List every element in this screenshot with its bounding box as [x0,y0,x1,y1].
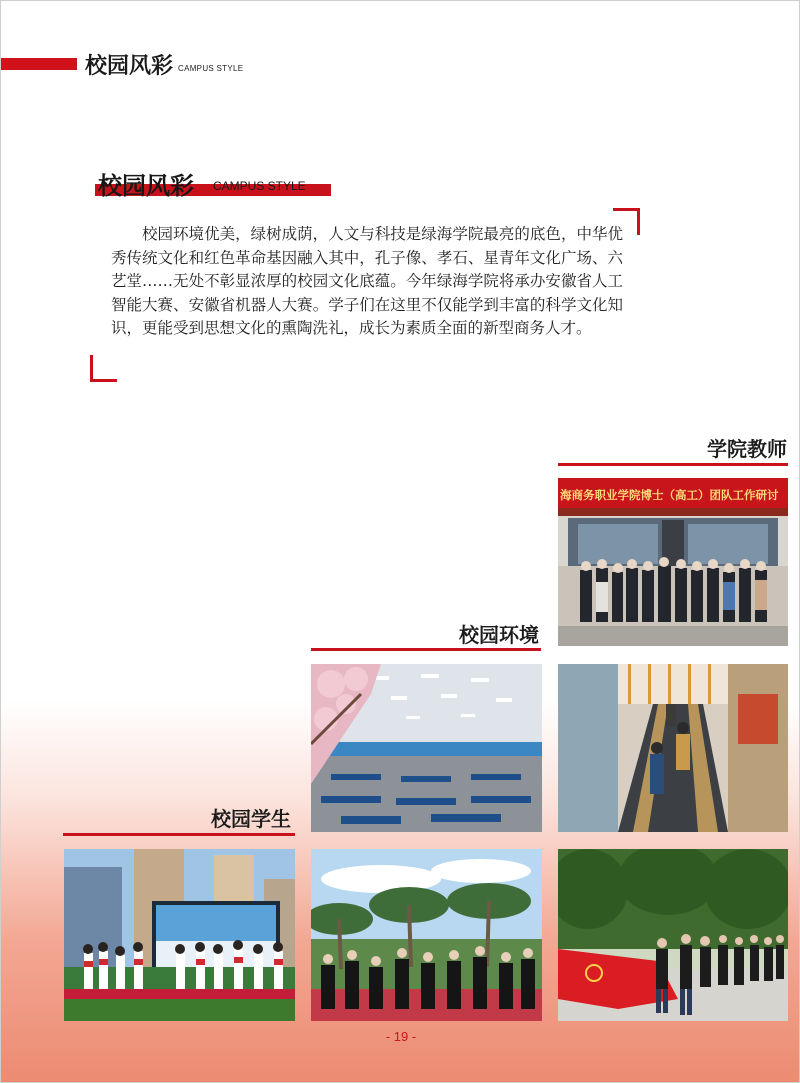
caption-environment: 校园环境 [459,623,539,647]
section-title: 校园风彩 [98,172,194,200]
header-subtitle: CAMPUS STYLE [178,64,244,73]
caption-teachers: 学院教师 [707,437,787,461]
photo-students-flag-march [558,849,788,1021]
caption-teachers-line [558,463,788,466]
photo-campus-escalator [558,664,788,832]
intro-paragraph: 校园环境优美，绿树成荫，人文与科技是绿海学院最亮的底色，中华优秀传统文化和红色革命基因融入其中，孔子像、孝石、星青年文化广场、六艺堂……无处不彰显浓厚的校园文化底蕴。今年绿海学院将承办安徽省人工智能大赛、安徽省机器人大赛。学子们在这里不仅能学到丰富的科学文化知识，更能受到思想文化的熏陶洗礼，成长为素质全面的新型商务人才。 [111,225,623,337]
bracket-bottom-left [90,355,117,382]
caption-environment-line [311,648,541,651]
photo-students-graduation [311,849,542,1021]
section-subtitle: CAMPUS STYLE [213,179,306,193]
header-title: 校园风彩 [85,54,174,79]
page-number: - 19 - [385,1029,417,1044]
photo-students-stage [64,849,295,1021]
teachers-banner-text: 海商务职业学院博士（高工）团队工作研讨 [560,488,779,502]
photo-campus-canteen [311,664,542,832]
caption-students-line [63,833,295,836]
photo-teachers-group [558,478,788,646]
caption-students: 校园学生 [211,807,291,831]
header-accent-bar [1,58,77,70]
